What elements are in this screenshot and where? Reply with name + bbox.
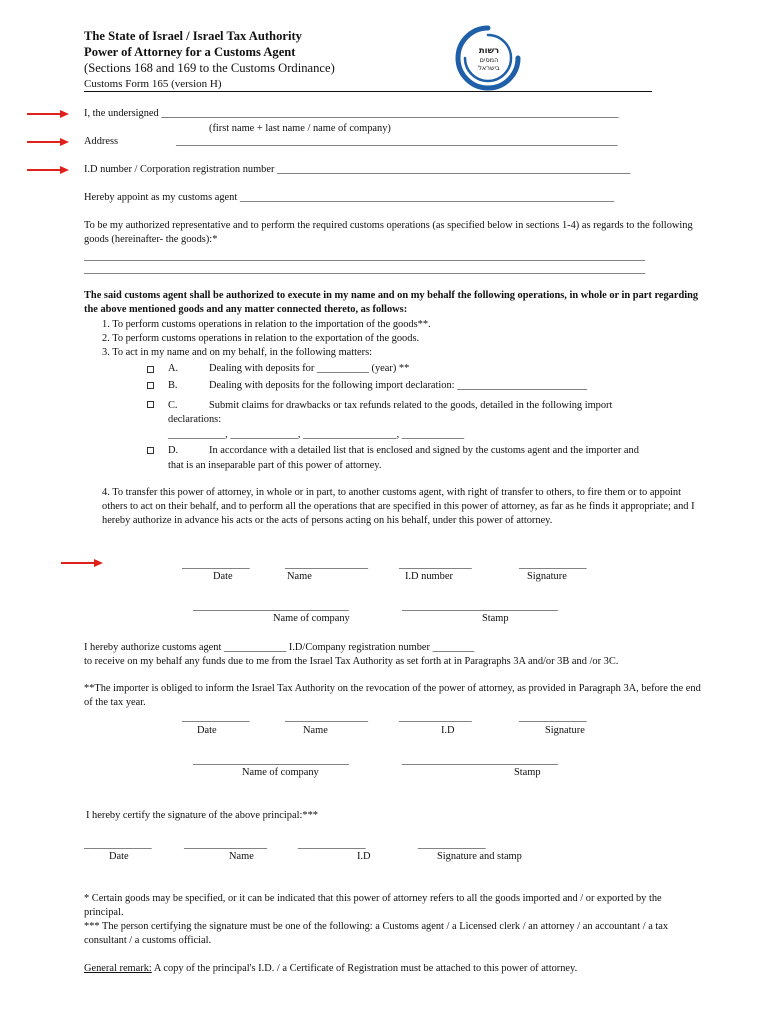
sig2-stamp-label: Stamp bbox=[514, 767, 541, 778]
id-number-field[interactable]: I.D number / Corporation registration number ____________________________________________________________________ bbox=[84, 164, 631, 175]
certify-date-label: Date bbox=[109, 851, 129, 862]
intro-text: To be my authorized representative and to perform the required customs operations (as specified below in sections 1-4) as regards to the following goods (hereinafter- the goods):* bbox=[84, 220, 693, 246]
option-c-checkbox[interactable] bbox=[147, 401, 154, 408]
address-field[interactable]: _____________________________________________________________________________________ bbox=[176, 136, 618, 147]
funds-authorization-line-1[interactable]: I hereby authorize customs agent ____________ I.D/Company registration number ________ bbox=[84, 642, 475, 653]
option-a-letter: A. bbox=[168, 363, 179, 374]
logo-text-1: רשות bbox=[478, 46, 500, 56]
sig1-company-label: Name of company bbox=[273, 613, 350, 624]
certify-id-label: I.D bbox=[357, 851, 371, 862]
sig2-date-label: Date bbox=[197, 725, 217, 736]
sig2-name-line[interactable]: ________________ bbox=[285, 712, 369, 723]
option-b-checkbox[interactable] bbox=[147, 382, 154, 389]
sig1-stamp-label: Stamp bbox=[482, 613, 509, 624]
certify-id-line[interactable]: _____________ bbox=[298, 839, 366, 850]
sig1-stamp-line[interactable]: ______________________________ bbox=[402, 601, 558, 612]
certify-signature-line[interactable]: _____________ bbox=[418, 839, 486, 850]
general-remark bbox=[84, 962, 577, 976]
operations-heading: The said customs agent shall be authorized to execute in my name and on my behalf the following operations, in whole or in part regarding the above mentioned goods and any matter connected thereto, as follows: bbox=[84, 290, 699, 316]
footnote-certifier: *** The person certifying the signature must be one of the following: a Customs agent / a Licensed clerk / an attorney / an accountant / a tax consultant / a customs official. bbox=[84, 921, 669, 947]
operation-item-2: 2. To perform customs operations in relation to the exportation of the goods. bbox=[102, 333, 420, 344]
undersigned-field[interactable]: I, the undersigned ________________________________________________________________________________________ bbox=[84, 108, 619, 119]
sig2-id-label: I.D bbox=[441, 725, 455, 736]
appoint-agent-field[interactable]: Hereby appoint as my customs agent ________________________________________________________________________ bbox=[84, 192, 614, 203]
option-c-text: Submit claims for drawbacks or tax refunds related to the goods, detailed in the following import bbox=[209, 400, 613, 411]
sig2-stamp-line[interactable]: ______________________________ bbox=[402, 755, 558, 766]
certify-date-line[interactable]: _____________ bbox=[84, 839, 152, 850]
sig1-signature-label: Signature bbox=[527, 571, 567, 582]
general-remark-label: General remark: bbox=[84, 963, 152, 974]
red-arrow-icon bbox=[60, 558, 104, 568]
certify-text: I hereby certify the signature of the above principal:*** bbox=[86, 810, 318, 821]
sig1-name-label: Name bbox=[287, 571, 312, 582]
sig2-signature-label: Signature bbox=[545, 725, 585, 736]
red-arrow-icon bbox=[26, 109, 70, 119]
certify-name-label: Name bbox=[229, 851, 254, 862]
funds-authorization-line-2: to receive on my behalf any funds due to me from the Israel Tax Authority as set forth at in Paragraphs 3A and/or 3B and /or 3C. bbox=[84, 656, 619, 667]
option-a-checkbox[interactable] bbox=[147, 366, 154, 373]
sig1-name-line[interactable]: ________________ bbox=[285, 559, 369, 570]
undersigned-hint: (first name + last name / name of company) bbox=[209, 123, 391, 134]
logo-text-2: המסים bbox=[479, 56, 499, 64]
sig1-date-label: Date bbox=[213, 571, 233, 582]
header-rule bbox=[84, 91, 652, 92]
option-a-text: Dealing with deposits for __________ (year) ** bbox=[209, 363, 410, 374]
sig1-id-line[interactable]: ______________ bbox=[399, 559, 472, 570]
goods-blank-1[interactable]: ____________________________________________________________________________________________________________ bbox=[84, 251, 646, 262]
header-sections: (Sections 168 and 169 to the Customs Ordinance) bbox=[84, 61, 335, 75]
option-d-text-2: that is an inseparable part of this power of attorney. bbox=[168, 460, 382, 471]
footnote-goods: * Certain goods may be specified, or it can be indicated that this power of attorney refers to all the goods imported and / or exported by the principal. bbox=[84, 893, 662, 919]
option-b-letter: B. bbox=[168, 380, 178, 391]
option-b-text: Dealing with deposits for the following import declaration: _________________________ bbox=[209, 380, 588, 391]
header-form-number: Customs Form 165 (version H) bbox=[84, 78, 222, 90]
option-d-checkbox[interactable] bbox=[147, 447, 154, 454]
goods-blank-2[interactable]: ____________________________________________________________________________________________________________ bbox=[84, 264, 646, 275]
red-arrow-icon bbox=[26, 137, 70, 147]
red-arrow-icon bbox=[26, 165, 70, 175]
sig1-id-label: I.D number bbox=[405, 571, 453, 582]
tax-authority-logo bbox=[452, 22, 524, 94]
option-c-blanks[interactable]: ___________, _____________, __________________, ____________ bbox=[168, 429, 465, 440]
operation-item-3: 3. To act in my name and on my behalf, in the following matters: bbox=[102, 347, 373, 358]
sig2-company-label: Name of company bbox=[242, 767, 319, 778]
sig1-signature-line[interactable]: _____________ bbox=[519, 559, 587, 570]
general-remark-text: A copy of the principal's I.D. / a Certificate of Registration must be attached to this power of attorney. bbox=[151, 963, 578, 974]
sig2-date-line[interactable]: _____________ bbox=[182, 712, 250, 723]
option-d-text: In accordance with a detailed list that is enclosed and signed by the customs agent and the importer and bbox=[209, 445, 639, 456]
header-title: The State of Israel / Israel Tax Authority bbox=[84, 29, 302, 43]
sig2-signature-line[interactable]: _____________ bbox=[519, 712, 587, 723]
importer-note: **The importer is obliged to inform the Israel Tax Authority on the revocation of the power of attorney, as provided in Paragraph 3A, before the end of the tax year. bbox=[84, 683, 701, 709]
operation-item-4: 4. To transfer this power of attorney, in whole or in part, to another customs agent, with right of transfer to others, to fire them or to appoint others to act on their behalf, and to perform all the operations that are specified in this power of attorney, as far as he finds it appropriate; and I hereby authorize in advance his acts or the acts of persons acting on his behalf, under this power of attorney. bbox=[102, 487, 695, 527]
option-c-text-2: declarations: bbox=[168, 414, 222, 425]
option-d-letter: D. bbox=[168, 445, 179, 456]
certify-name-line[interactable]: ________________ bbox=[184, 839, 268, 850]
option-c-letter: C. bbox=[168, 400, 178, 411]
sig2-id-line[interactable]: ______________ bbox=[399, 712, 472, 723]
logo-text-3: בישראל bbox=[478, 64, 500, 72]
address-label: Address bbox=[84, 136, 119, 147]
operation-item-1: 1. To perform customs operations in relation to the importation of the goods**. bbox=[102, 319, 431, 330]
sig2-name-label: Name bbox=[303, 725, 328, 736]
header-subtitle: Power of Attorney for a Customs Agent bbox=[84, 45, 296, 59]
sig2-company-line[interactable]: ______________________________ bbox=[193, 755, 349, 766]
sig1-date-line[interactable]: _____________ bbox=[182, 559, 250, 570]
certify-signature-label: Signature and stamp bbox=[437, 851, 522, 862]
sig1-company-line[interactable]: ______________________________ bbox=[193, 601, 349, 612]
